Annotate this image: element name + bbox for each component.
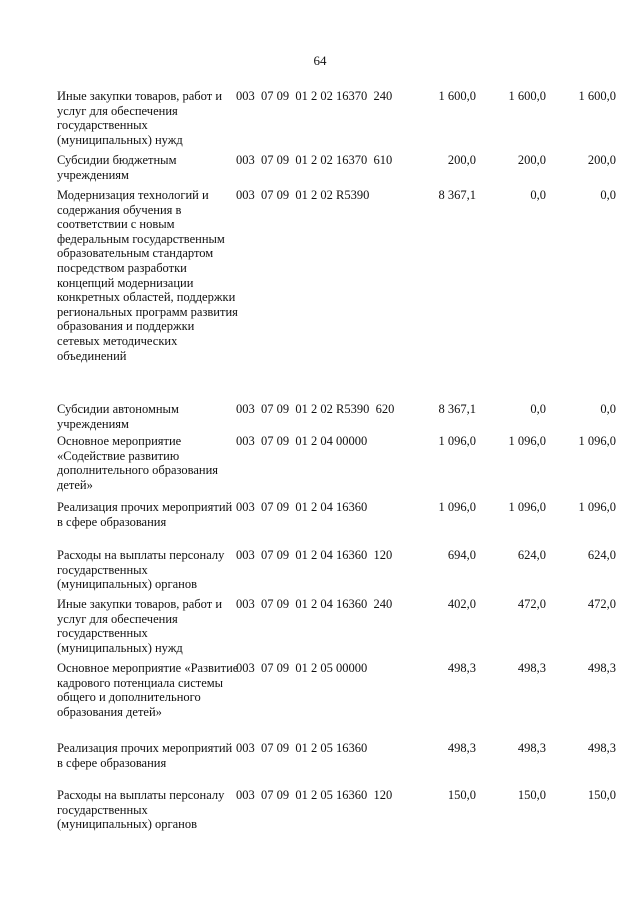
- row-name: Расходы на выплаты персоналу государственных (муниципальных) органов: [57, 548, 225, 592]
- row-value-1: 8 367,1: [438, 188, 476, 202]
- row-code: 003 07 09 01 2 02 16370 240: [236, 89, 393, 103]
- row-code: 003 07 09 01 2 05 16360 120: [236, 788, 393, 802]
- row-name: Расходы на выплаты персоналу государственных (муниципальных) органов: [57, 788, 225, 832]
- row-code: 003 07 09 01 2 05 16360: [236, 741, 368, 755]
- row-value-3: 472,0: [587, 597, 616, 611]
- row-code: 003 07 09 01 2 02 R5390: [236, 188, 370, 202]
- row-value-2: 200,0: [517, 153, 546, 167]
- row-value-1: 498,3: [447, 661, 476, 675]
- row-value-2: 1 096,0: [508, 434, 546, 448]
- row-value-3: 498,3: [587, 661, 616, 675]
- row-value-2: 498,3: [517, 741, 546, 755]
- row-value-1: 694,0: [447, 548, 476, 562]
- row-value-1: 200,0: [447, 153, 476, 167]
- row-value-3: 0,0: [600, 188, 616, 202]
- row-value-2: 498,3: [517, 661, 546, 675]
- row-value-2: 1 600,0: [508, 89, 546, 103]
- row-value-3: 1 600,0: [578, 89, 616, 103]
- row-value-2: 0,0: [530, 188, 546, 202]
- row-value-1: 150,0: [447, 788, 476, 802]
- page-number: 64: [313, 53, 327, 68]
- row-value-1: 1 096,0: [438, 434, 476, 448]
- row-value-3: 0,0: [600, 402, 616, 416]
- row-name: Модернизация технологий и содержания обучения в соответствии с новым федеральным государственным образовательным стандартом посредством разработки концепций модернизации конкретных областей, поддержки региональных программ развития образования и поддержки сетевых методических объединений: [57, 188, 238, 363]
- row-name: Субсидии бюджетным учреждениям: [57, 153, 177, 182]
- row-value-3: 624,0: [587, 548, 616, 562]
- row-value-3: 1 096,0: [578, 434, 616, 448]
- row-value-3: 150,0: [587, 788, 616, 802]
- row-value-1: 1 096,0: [438, 500, 476, 514]
- row-value-3: 1 096,0: [578, 500, 616, 514]
- row-code: 003 07 09 01 2 04 16360 120: [236, 548, 393, 562]
- row-name: Реализация прочих мероприятий в сфере образования: [57, 500, 233, 529]
- row-value-2: 0,0: [530, 402, 546, 416]
- row-value-1: 8 367,1: [438, 402, 476, 416]
- row-name: Основное мероприятие «Содействие развитию дополнительного образования детей»: [57, 434, 219, 492]
- row-value-3: 200,0: [587, 153, 616, 167]
- row-name: Основное мероприятие «Развитие кадрового потенциала системы общего и дополнительного образования детей»: [57, 661, 239, 719]
- row-name: Иные закупки товаров, работ и услуг для обеспечения государственных (муниципальных) нужд: [57, 597, 223, 655]
- row-value-2: 624,0: [517, 548, 546, 562]
- row-value-3: 498,3: [587, 741, 616, 755]
- row-value-2: 472,0: [517, 597, 546, 611]
- row-name: Реализация прочих мероприятий в сфере образования: [57, 741, 233, 770]
- row-code: 003 07 09 01 2 04 00000: [236, 434, 368, 448]
- row-code: 003 07 09 01 2 02 R5390 620: [236, 402, 395, 416]
- row-value-2: 150,0: [517, 788, 546, 802]
- row-name: Субсидии автономным учреждениям: [57, 402, 179, 431]
- row-code: 003 07 09 01 2 02 16370 610: [236, 153, 393, 167]
- row-code: 003 07 09 01 2 05 00000: [236, 661, 368, 675]
- row-value-1: 1 600,0: [438, 89, 476, 103]
- row-value-2: 1 096,0: [508, 500, 546, 514]
- row-value-1: 402,0: [447, 597, 476, 611]
- row-value-1: 498,3: [447, 741, 476, 755]
- row-code: 003 07 09 01 2 04 16360: [236, 500, 368, 514]
- row-name: Иные закупки товаров, работ и услуг для обеспечения государственных (муниципальных) нужд: [57, 89, 223, 147]
- row-code: 003 07 09 01 2 04 16360 240: [236, 597, 393, 611]
